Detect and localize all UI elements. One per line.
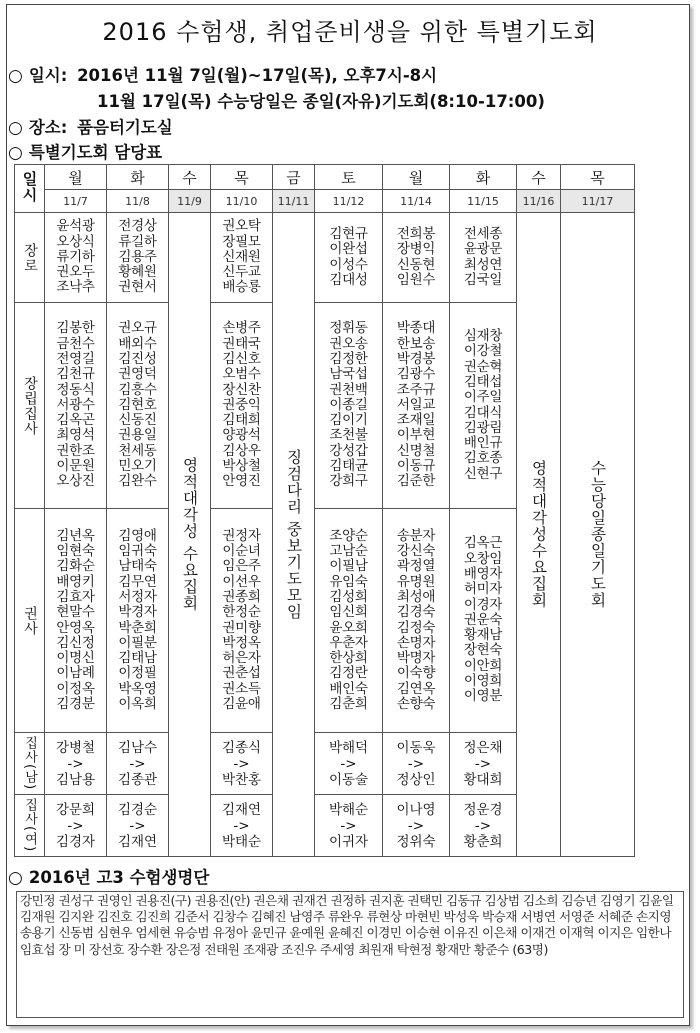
person-name: 김경자 bbox=[55, 833, 96, 850]
person-name: 심재창 bbox=[463, 328, 503, 345]
person-name: 이남례 bbox=[56, 665, 95, 682]
person-name: 조주규 bbox=[396, 381, 436, 398]
person-name: 이선우 bbox=[222, 573, 261, 590]
person-name: 정휘동 bbox=[329, 320, 368, 337]
person-name: 권오탁 bbox=[222, 218, 261, 235]
arrow-glyph: -> bbox=[340, 755, 357, 772]
names-cell bbox=[450, 213, 517, 303]
person-name: 박태순 bbox=[221, 833, 262, 850]
bullet-circle: ○ bbox=[8, 143, 23, 163]
person-name: 이주일 bbox=[463, 389, 503, 406]
pair-cell bbox=[211, 795, 273, 857]
names-cell bbox=[45, 509, 107, 733]
person-name: 김국일 bbox=[463, 271, 503, 288]
person-name: 박명자 bbox=[396, 650, 436, 667]
person-name: 임원수 bbox=[396, 271, 436, 288]
pair-cell bbox=[315, 795, 383, 857]
person-name: 김효자 bbox=[56, 588, 95, 605]
person-name: 신명철 bbox=[396, 442, 436, 459]
special-fri: 징검다리 중보기도모임 bbox=[273, 213, 315, 857]
person-name: 조양순 bbox=[329, 527, 368, 544]
person-name: 서정자 bbox=[118, 588, 157, 605]
person-name: 강신숙 bbox=[396, 543, 436, 560]
person-name: 김상우 bbox=[222, 442, 261, 459]
person-name: 이종길 bbox=[329, 396, 368, 413]
person-name: 박춘희 bbox=[118, 619, 157, 636]
table-heading bbox=[8, 139, 162, 163]
names-cell bbox=[315, 303, 383, 509]
special-wed1: 영적대각성 수요집회 bbox=[169, 213, 211, 857]
date-cell: 11/9 bbox=[169, 190, 211, 213]
person-name: 이순녀 bbox=[222, 543, 261, 560]
person-name: 장신찬 bbox=[222, 381, 261, 398]
person-name: 이명신 bbox=[56, 650, 95, 667]
person-name: 김태남 bbox=[118, 650, 157, 667]
person-name: 권오두 bbox=[56, 264, 95, 281]
person-name: 권운숙 bbox=[463, 611, 503, 628]
corner-cell: 일시 bbox=[15, 165, 45, 213]
date-cell: 11/8 bbox=[107, 190, 169, 213]
arrow-glyph: -> bbox=[340, 817, 357, 834]
names-cell bbox=[450, 509, 517, 733]
person-name: 이필남 bbox=[329, 558, 368, 575]
person-name: 조낙추 bbox=[56, 279, 95, 296]
person-name: 전세종 bbox=[463, 225, 503, 242]
person-name: 정은채 bbox=[463, 739, 503, 756]
person-name: 임신희 bbox=[329, 604, 368, 621]
person-name: 남국섭 bbox=[329, 366, 368, 383]
person-name: 최영석 bbox=[56, 427, 95, 444]
person-name: 배인규 bbox=[463, 435, 503, 452]
person-name: 김남용 bbox=[55, 771, 96, 788]
arrow-glyph: -> bbox=[233, 817, 250, 834]
person-name: 손병주 bbox=[222, 320, 261, 337]
person-name: 김춘희 bbox=[329, 695, 368, 712]
arrow-glyph: -> bbox=[67, 755, 84, 772]
person-name: 김천규 bbox=[56, 366, 95, 383]
students-heading bbox=[8, 864, 209, 888]
special-thu2: 수능당일종일기도회 bbox=[561, 213, 635, 857]
person-name: 신두교 bbox=[222, 264, 261, 281]
person-name: 이영분 bbox=[463, 688, 503, 705]
person-name: 김남수 bbox=[117, 739, 158, 756]
person-name: 이옥희 bbox=[118, 695, 157, 712]
person-name: 이영희 bbox=[463, 673, 503, 690]
person-name: 현말수 bbox=[56, 604, 95, 621]
day-header: 금 bbox=[273, 165, 315, 190]
person-name: 권춘섭 bbox=[222, 665, 261, 682]
person-name: 김정란 bbox=[329, 665, 368, 682]
person-name: 김대식 bbox=[463, 404, 503, 421]
names-cell bbox=[315, 213, 383, 303]
person-name: 김대성 bbox=[329, 271, 368, 288]
person-name: 김종식 bbox=[221, 739, 262, 756]
person-name: 신현구 bbox=[463, 465, 503, 482]
person-name: 김화순 bbox=[56, 558, 95, 575]
person-name: 오창임 bbox=[463, 550, 503, 567]
person-name: 윤오희 bbox=[329, 619, 368, 636]
person-name: 김성희 bbox=[329, 588, 368, 605]
person-name: 박상철 bbox=[222, 458, 261, 475]
pair-cell bbox=[315, 733, 383, 795]
person-name: 김재연 bbox=[117, 833, 158, 850]
names-cell bbox=[211, 509, 273, 733]
names-cell bbox=[383, 213, 450, 303]
person-name: 장현숙 bbox=[463, 642, 503, 659]
day-header: 수 bbox=[169, 165, 211, 190]
person-name: 김태희 bbox=[222, 412, 261, 429]
role-deacon: 장립집사 bbox=[15, 303, 45, 509]
person-name: 강희구 bbox=[329, 473, 368, 490]
person-name: 김신정 bbox=[56, 634, 95, 651]
person-name: 김현규 bbox=[329, 225, 368, 242]
person-name: 이필분 bbox=[118, 634, 157, 651]
person-name: 이안희 bbox=[463, 657, 503, 674]
pair-cell bbox=[383, 795, 450, 857]
names-cell bbox=[383, 303, 450, 509]
date-cell: 11/7 bbox=[45, 190, 107, 213]
students-heading-text: 2016년 고3 수험생명단 bbox=[28, 868, 210, 887]
person-name: 배승룡 bbox=[222, 279, 261, 296]
person-name: 김용주 bbox=[118, 248, 157, 265]
person-name: 박찬홍 bbox=[221, 771, 262, 788]
date-cell: 11/14 bbox=[383, 190, 450, 213]
person-name: 손향숙 bbox=[396, 695, 436, 712]
person-name: 임현숙 bbox=[56, 543, 95, 560]
person-name: 김봉한 bbox=[56, 320, 95, 337]
person-name: 권태국 bbox=[222, 335, 261, 352]
person-name: 안영진 bbox=[222, 473, 261, 490]
names-cell bbox=[107, 213, 169, 303]
person-name: 김옥근 bbox=[463, 535, 503, 552]
person-name: 권영덕 bbox=[118, 366, 157, 383]
person-name: 송분자 bbox=[396, 527, 436, 544]
names-cell bbox=[107, 509, 169, 733]
person-name: 이숙향 bbox=[396, 665, 436, 682]
person-name: 손명자 bbox=[396, 634, 436, 651]
day-header: 화 bbox=[450, 165, 517, 190]
person-name: 김연옥 bbox=[396, 680, 436, 697]
person-name: 곽정열 bbox=[396, 558, 436, 575]
students-list: 강민정 권성구 권영인 권용진(구) 권용진(안) 권은채 권재건 권정하 권지훈 권택민 김동규 김상범 김소희 김승년 김영기 김윤일 김재원 김지완 김진호 김진희 김준서 김창수 김혜진 남영주 류완우 류현상 마현빈 박성욱 박승재 서병연 서영준 서혜준 손지영 송용기 신동범 심현우 엄세현 유승범 유정아 윤민규 윤예원 윤혜진 이경민 이승현 이유진 이은채 이재건 이재혁 이지은 임한나 임효섭 장 미 장선호 장수환 장은정 전태원 조재광 조진우 주세영 최원재 탁현정 황재만 황준수 (63명) bbox=[16, 891, 684, 1018]
table-heading-text: 특별기도회 담당표 bbox=[28, 143, 163, 162]
person-name: 김경분 bbox=[56, 695, 95, 712]
day-header: 화 bbox=[107, 165, 169, 190]
person-name: 이부현 bbox=[396, 427, 436, 444]
arrow-glyph: -> bbox=[129, 755, 146, 772]
person-name: 권현서 bbox=[118, 279, 157, 296]
person-name: 남태숙 bbox=[118, 558, 157, 575]
person-name: 김무연 bbox=[118, 573, 157, 590]
person-name: 황대희 bbox=[463, 771, 503, 788]
person-name: 권오규 bbox=[118, 320, 157, 337]
person-name: 강성갑 bbox=[329, 442, 368, 459]
person-name: 이귀자 bbox=[328, 833, 369, 850]
person-name: 김태균 bbox=[329, 458, 368, 475]
person-name: 권미향 bbox=[222, 619, 261, 636]
arrow-glyph: -> bbox=[129, 817, 146, 834]
person-name: 최성연 bbox=[463, 256, 503, 273]
date-cell: 11/11 bbox=[273, 190, 315, 213]
schedule-line1: 2016년 11월 7일(월)~17일(목), 오후7시-8시 bbox=[77, 66, 438, 85]
arrow-glyph: -> bbox=[474, 755, 492, 772]
day-header: 목 bbox=[561, 165, 635, 190]
place-info bbox=[8, 114, 173, 138]
person-name: 김경순 bbox=[117, 801, 158, 818]
person-name: 이성수 bbox=[329, 256, 368, 273]
person-name: 신동현 bbox=[396, 256, 436, 273]
person-name: 윤석광 bbox=[56, 218, 95, 235]
arrow-glyph: -> bbox=[407, 817, 425, 834]
pair-cell bbox=[450, 795, 517, 857]
special-wed2: 영적대각성수요집회 bbox=[517, 213, 561, 857]
person-name: 강병철 bbox=[55, 739, 96, 756]
person-name: 박경봉 bbox=[396, 350, 436, 367]
names-cell bbox=[450, 303, 517, 509]
person-name: 김호종 bbox=[463, 450, 503, 467]
person-name: 김광수 bbox=[396, 366, 436, 383]
prayer-duty-table bbox=[14, 164, 635, 857]
person-name: 박정옥 bbox=[222, 634, 261, 651]
person-name: 조재일 bbox=[396, 412, 436, 429]
person-name: 김옥곤 bbox=[56, 412, 95, 429]
person-name: 허은자 bbox=[222, 650, 261, 667]
person-name: 권오송 bbox=[329, 335, 368, 352]
role-male: 집사(남) bbox=[15, 733, 45, 795]
person-name: 박해덕 bbox=[328, 739, 369, 756]
person-name: 배영자 bbox=[463, 565, 503, 582]
person-name: 황춘희 bbox=[463, 833, 503, 850]
person-name: 신동진 bbox=[118, 412, 157, 429]
arrow-glyph: -> bbox=[474, 817, 492, 834]
person-name: 장병익 bbox=[396, 241, 436, 258]
person-name: 정상인 bbox=[396, 771, 436, 788]
person-name: 윤광문 bbox=[463, 241, 503, 258]
person-name: 정운경 bbox=[463, 801, 503, 818]
person-name: 안영옥 bbox=[56, 619, 95, 636]
names-cell bbox=[211, 303, 273, 509]
person-name: 오상식 bbox=[56, 233, 95, 250]
person-name: 이동규 bbox=[396, 458, 436, 475]
person-name: 박옥영 bbox=[118, 680, 157, 697]
names-cell bbox=[315, 509, 383, 733]
date-cell: 11/16 bbox=[517, 190, 561, 213]
person-name: 권한조 bbox=[56, 442, 95, 459]
person-name: 김경숙 bbox=[396, 604, 436, 621]
person-name: 권소득 bbox=[222, 680, 261, 697]
person-name: 오범수 bbox=[222, 366, 261, 383]
person-name: 유임숙 bbox=[329, 573, 368, 590]
person-name: 정위숙 bbox=[396, 833, 436, 850]
person-name: 이정옥 bbox=[56, 680, 95, 697]
person-name: 전영길 bbox=[56, 350, 95, 367]
date-row bbox=[15, 190, 635, 213]
person-name: 황혜원 bbox=[118, 264, 157, 281]
person-name: 김현호 bbox=[118, 396, 157, 413]
names-cell bbox=[211, 213, 273, 303]
person-name: 천세동 bbox=[118, 442, 157, 459]
person-name: 전희봉 bbox=[396, 225, 436, 242]
person-name: 박경자 bbox=[118, 604, 157, 621]
person-name: 최성애 bbox=[396, 588, 436, 605]
person-name: 김완수 bbox=[118, 473, 157, 490]
person-name: 정동식 bbox=[56, 381, 95, 398]
place-value: 품음터기도실 bbox=[77, 118, 173, 137]
person-name: 박종대 bbox=[396, 320, 436, 337]
person-name: 김이기 bbox=[329, 412, 368, 429]
person-name: 한보송 bbox=[396, 335, 436, 352]
person-name: 김정한 bbox=[329, 350, 368, 367]
person-name: 전경상 bbox=[118, 218, 157, 235]
arrow-glyph: -> bbox=[407, 755, 425, 772]
person-name: 김종관 bbox=[117, 771, 158, 788]
pair-cell bbox=[107, 733, 169, 795]
person-name: 권용일 bbox=[118, 427, 157, 444]
person-name: 임은주 bbox=[222, 558, 261, 575]
schedule-info bbox=[8, 62, 437, 86]
names-cell bbox=[45, 303, 107, 509]
arrow-glyph: -> bbox=[233, 755, 250, 772]
pair-cell bbox=[45, 795, 107, 857]
person-name: 양광석 bbox=[222, 427, 261, 444]
person-name: 장필모 bbox=[222, 233, 261, 250]
role-female: 집사(여) bbox=[15, 795, 45, 857]
person-name: 서일교 bbox=[396, 396, 436, 413]
person-name: 김광림 bbox=[463, 419, 503, 436]
names-cell bbox=[383, 509, 450, 733]
pair-cell bbox=[45, 733, 107, 795]
person-name: 이나영 bbox=[396, 801, 436, 818]
person-name: 허미자 bbox=[463, 581, 503, 598]
person-name: 신재원 bbox=[222, 248, 261, 265]
place-label: 장소: bbox=[28, 118, 68, 137]
day-row bbox=[15, 165, 635, 190]
day-header: 월 bbox=[45, 165, 107, 190]
person-name: 배영키 bbox=[56, 573, 95, 590]
pair-cell bbox=[107, 795, 169, 857]
person-name: 임귀숙 bbox=[118, 543, 157, 560]
person-name: 유명원 bbox=[396, 573, 436, 590]
person-name: 이경자 bbox=[463, 596, 503, 613]
person-name: 김흥수 bbox=[118, 381, 157, 398]
person-name: 김진성 bbox=[118, 350, 157, 367]
person-name: 류기하 bbox=[56, 248, 95, 265]
role-elder: 장로 bbox=[15, 213, 45, 303]
role-kwonsa: 권사 bbox=[15, 509, 45, 733]
date-cell: 11/17 bbox=[561, 190, 635, 213]
person-name: 오상진 bbox=[56, 473, 95, 490]
person-name: 권중익 bbox=[222, 396, 261, 413]
day-header: 목 bbox=[211, 165, 273, 190]
bullet-circle: ○ bbox=[8, 66, 23, 86]
person-name: 이동술 bbox=[328, 771, 369, 788]
person-name: 이정필 bbox=[118, 665, 157, 682]
person-name: 한정순 bbox=[222, 604, 261, 621]
person-name: 민오기 bbox=[118, 458, 157, 475]
bullet-circle: ○ bbox=[8, 868, 23, 888]
person-name: 서광수 bbox=[56, 396, 95, 413]
person-name: 김신호 bbox=[222, 350, 261, 367]
person-name: 고남순 bbox=[329, 543, 368, 560]
person-name: 황재남 bbox=[463, 627, 503, 644]
elder-row bbox=[15, 213, 635, 303]
page-title: 2016 수험생, 취업준비생을 위한 특별기도회 bbox=[102, 18, 598, 46]
pair-cell bbox=[211, 733, 273, 795]
person-name: 우춘자 bbox=[329, 634, 368, 651]
person-name: 이동욱 bbox=[396, 739, 436, 756]
person-name: 김윤애 bbox=[222, 695, 261, 712]
day-header: 토 bbox=[315, 165, 383, 190]
person-name: 권천백 bbox=[329, 381, 368, 398]
pair-cell bbox=[383, 733, 450, 795]
person-name: 박해순 bbox=[328, 801, 369, 818]
names-cell bbox=[45, 213, 107, 303]
bullet-circle: ○ bbox=[8, 118, 23, 138]
person-name: 권순혁 bbox=[463, 358, 503, 375]
date-cell: 11/10 bbox=[211, 190, 273, 213]
person-name: 김태섭 bbox=[463, 373, 503, 390]
arrow-glyph: -> bbox=[67, 817, 84, 834]
person-name: 금천수 bbox=[56, 335, 95, 352]
person-name: 권종희 bbox=[222, 588, 261, 605]
person-name: 이문원 bbox=[56, 458, 95, 475]
names-cell bbox=[107, 303, 169, 509]
person-name: 이강철 bbox=[463, 343, 503, 360]
person-name: 이완섭 bbox=[329, 241, 368, 258]
date-cell: 11/12 bbox=[315, 190, 383, 213]
schedule-label: 일시: bbox=[28, 66, 68, 85]
person-name: 김영애 bbox=[118, 527, 157, 544]
schedule-line2: 11월 17일(목) 수능당일은 종일(자유)기도회(8:10-17:00) bbox=[97, 92, 545, 111]
person-name: 권정자 bbox=[222, 527, 261, 544]
person-name: 김정숙 bbox=[396, 619, 436, 636]
person-name: 배외수 bbox=[118, 335, 157, 352]
person-name: 류길하 bbox=[118, 233, 157, 250]
day-header: 월 bbox=[383, 165, 450, 190]
person-name: 한상희 bbox=[329, 650, 368, 667]
date-cell: 11/15 bbox=[450, 190, 517, 213]
person-name: 김년옥 bbox=[56, 527, 95, 544]
person-name: 조천불 bbox=[329, 427, 368, 444]
person-name: 배인숙 bbox=[329, 680, 368, 697]
person-name: 김재연 bbox=[221, 801, 262, 818]
person-name: 김준한 bbox=[396, 473, 436, 490]
pair-cell bbox=[450, 733, 517, 795]
day-header: 수 bbox=[517, 165, 561, 190]
person-name: 강문희 bbox=[55, 801, 96, 818]
